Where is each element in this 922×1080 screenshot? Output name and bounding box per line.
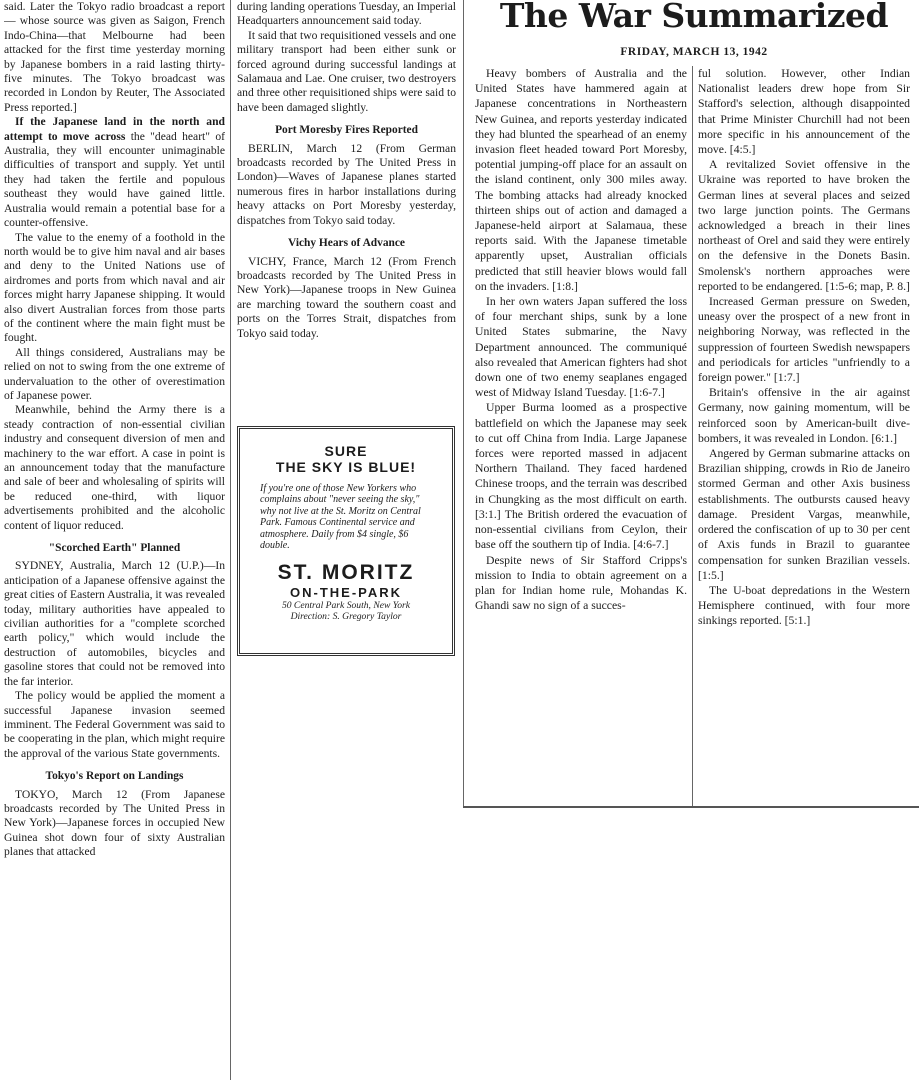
dateline: FRIDAY, MARCH 13, 1942 — [620, 46, 768, 58]
paragraph: during landing operations Tuesday, an Imperial Headquarters announcement said today. — [237, 0, 456, 28]
subhead-scorched-earth: "Scorched Earth" Planned — [48, 542, 181, 555]
paragraph: SYDNEY, Australia, March 12 (U.P.)—In anticipation of a Japanese offensive against the great cities of Eastern Australia, it was revealed today, military authorities have appealed to civilian authorities for a "complete scorched earth policy," which would include the destruction of automobiles, bicycles and gasoline stores that could not be removed into the far interior. — [4, 559, 225, 688]
ad-line-sky: THE SKY IS BLUE! — [275, 459, 417, 475]
paragraph: VICHY, France, March 12 (From French broadcasts recorded by The United Press in New York)—Japanese troops in New Guinea are marching toward the southern coast and ports on the Torres Strait, dispatches from Tokyo said today. — [237, 254, 456, 340]
paragraph-rest: the "dead heart" of Australia, they will encounter unimaginable difficulties of transport and supply. Yet until they had taken the fertile and populous southeast they would have gained little. Australia would remain a potential base for a counter-offensive. — [4, 129, 225, 230]
paragraph: BERLIN, March 12 (From German broadcasts recorded by The United Press in London)—Waves of Japanese planes started numerous fires in harbor installations during heavy attacks on Port Moresby yesterday, dispatches from Tokyo said today. — [237, 141, 456, 227]
paragraph: Upper Burma loomed as a prospective battlefield on which the Japanese may seek to cut off China from India. Large Japanese forces were reported massed in adjacent Northern Thailand. They faced hardened Chinese troops, and the terrain was described in Chungking as the most difficult on earth. [3:1.] The British ordered the evacuation of non-essential civilians from Ceylon, their base off the southern tip of India. [4:6-7.] — [475, 401, 687, 552]
column-rule-1 — [230, 0, 231, 1080]
paragraph: A revitalized Soviet offensive in the Ukraine was reported to have broken the German lines at several places and seized two large junction points. The Germans acknowledged a breach in their lines northeast of Orel and said they were entirely on the defensive in the Donets Basin. Smolensk's northern approaches were reported to be endangered. [1:5-6; map, P. 8.] — [698, 158, 910, 293]
ad-line-sure: SURE — [324, 443, 368, 459]
paragraph: The value to the enemy of a foothold in the north would be to give him naval and air bases and deny to the United Nations use of airdromes and ports from which naval and air forces might harry Japanese shipping. It would also divert Australian forces from those parts of the continent where the main fight must be fought. — [4, 230, 225, 345]
article-column-2 — [237, 0, 456, 420]
paragraph: Britain's offensive in the air against Germany, now gaining momentum, will be reinforced soon by American-built dive-bombers, it was revealed in London. [6:1.] — [698, 386, 910, 445]
paragraph: The U-boat depredations in the Western Hemisphere continued, with four more sinkings reported. [5:1.] — [698, 583, 910, 628]
paragraph: Heavy bombers of Australia and the United States have hammered again at Japanese concentrations in Northeastern New Guinea, and reports yesterday indicated they had blunted the spearhead of an enemy invasion fleet headed toward Port Moresby, potential jumping-off place for an assault on the island continent, only 300 miles away. The bombing attacks had already knocked thirteen ships out of action and damaged a Japanese-held airport at Salamaua, these reports said. With the Japanese timetable apparently upset, Australian officials predicted that still heavier blows would fall on the invaders. [1:8.] — [475, 67, 687, 293]
paragraph: All things considered, Australians may be relied on not to swing from the one extreme of undervaluation to the other of overestimation of Japanese power. — [4, 345, 225, 402]
column-rule-2 — [463, 0, 464, 808]
paragraph: Angered by German submarine attacks on Brazilian shipping, crowds in Rio de Janeiro stormed German and other Axis business establishments. The outbursts caused heavy damage. President Vargas, meanwhile, ordered the confiscation of up to 30 per cent of Axis funds in Brazil to guarantee compensation for sunken Brazilian vessels. [1:5.] — [698, 447, 910, 582]
paragraph: In her own waters Japan suffered the loss of four merchant ships, sunk by a lone United States submarine, the Navy Department announced. The communiqué also revealed that American fighters had shot down one of two enemy seaplanes engaged west of Midway Island Tuesday. [1:6-7.] — [475, 295, 687, 400]
summary-column-1 — [475, 66, 687, 806]
ad-hotel-sub: ON-THE-PARK — [289, 585, 403, 601]
headline: The War Summarized — [499, 0, 889, 35]
paragraph: The policy would be applied the moment a successful Japanese invasion seemed imminent. The Federal Government was said to be cooperating in the plan, which might require the approval of the various State governments. — [4, 689, 225, 760]
ad-direction: Direction: S. Gregory Taylor — [290, 611, 402, 623]
ad-hotel-name: ST. MORITZ — [277, 561, 415, 585]
paragraph: It said that two requisitioned vessels and one military transport had been either sunk or forced aground during successful landings at Salamaua and Lae. One cruiser, two destroyers and three other requisitioned ships were said to have been damaged slightly. — [237, 28, 456, 114]
paragraph: Despite news of Sir Stafford Cripps's mission to India to obtain agreement on a plan for Indian home rule, Mohandas K. Ghandi saw no sign of a succes- — [475, 553, 687, 613]
article-column-1 — [4, 0, 225, 1080]
paragraph: TOKYO, March 12 (From Japanese broadcasts recorded by The United Press in New York)—Japanese forces in occupied New Guinea shot down four of sixty Australian planes that attacked — [4, 787, 225, 859]
subhead-vichy: Vichy Hears of Advance — [288, 237, 405, 250]
bottom-rule — [463, 806, 919, 808]
paragraph: Meanwhile, behind the Army there is a steady contraction of non-essential civilian industry and consequent diversion of men and machinery to the war effort. A case in point is an announcement today that the manufacture and sale of beer and wholesaling of spirits will be reduced one-third, with liquor advertisements prohibited and the alcoholic content of liquor reduced. — [4, 403, 225, 532]
summary-column-2 — [698, 66, 910, 806]
ad-body: If you're one of those New Yorkers who complains about "never seeing the sky," why not live at the St. Moritz on Central Park. Famous Continental service and atmosphere. Daily from $4 single, $6 double. — [260, 483, 421, 552]
st-moritz-advertisement — [237, 426, 455, 656]
paragraph: said. Later the Tokyo radio broadcast a report — whose source was given as Saigon, French Indo-China—that Melbourne had been attacked for the first time yesterday morning by Japanese bombers in a raid lasting thirty-five minutes. The Tokyo broadcast was recorded in London by Reuter, The Associated Press reported.] — [4, 0, 225, 114]
subhead-port-moresby: Port Moresby Fires Reported — [275, 124, 418, 137]
bold-lead: If the Japanese land in the north and attempt to move across — [4, 115, 225, 143]
subhead-tokyo-report: Tokyo's Report on Landings — [45, 770, 184, 783]
paragraph: ful solution. However, other Indian Nationalist leaders drew hope from Sir Stafford's selection, although disappointed that Prime Minister Churchill had not been more specific in his announcement of the move. [4:5.] — [698, 67, 910, 157]
paragraph: Increased German pressure on Sweden, uneasy over the prospect of a new front in neighboring Norway, was reflected in the suppression of fourteen Swedish newspapers and periodicals for articles "unfriendly to a foreign power." [1:7.] — [698, 295, 910, 385]
column-rule-3 — [692, 66, 693, 806]
ad-address: 50 Central Park South, New York — [281, 600, 411, 612]
